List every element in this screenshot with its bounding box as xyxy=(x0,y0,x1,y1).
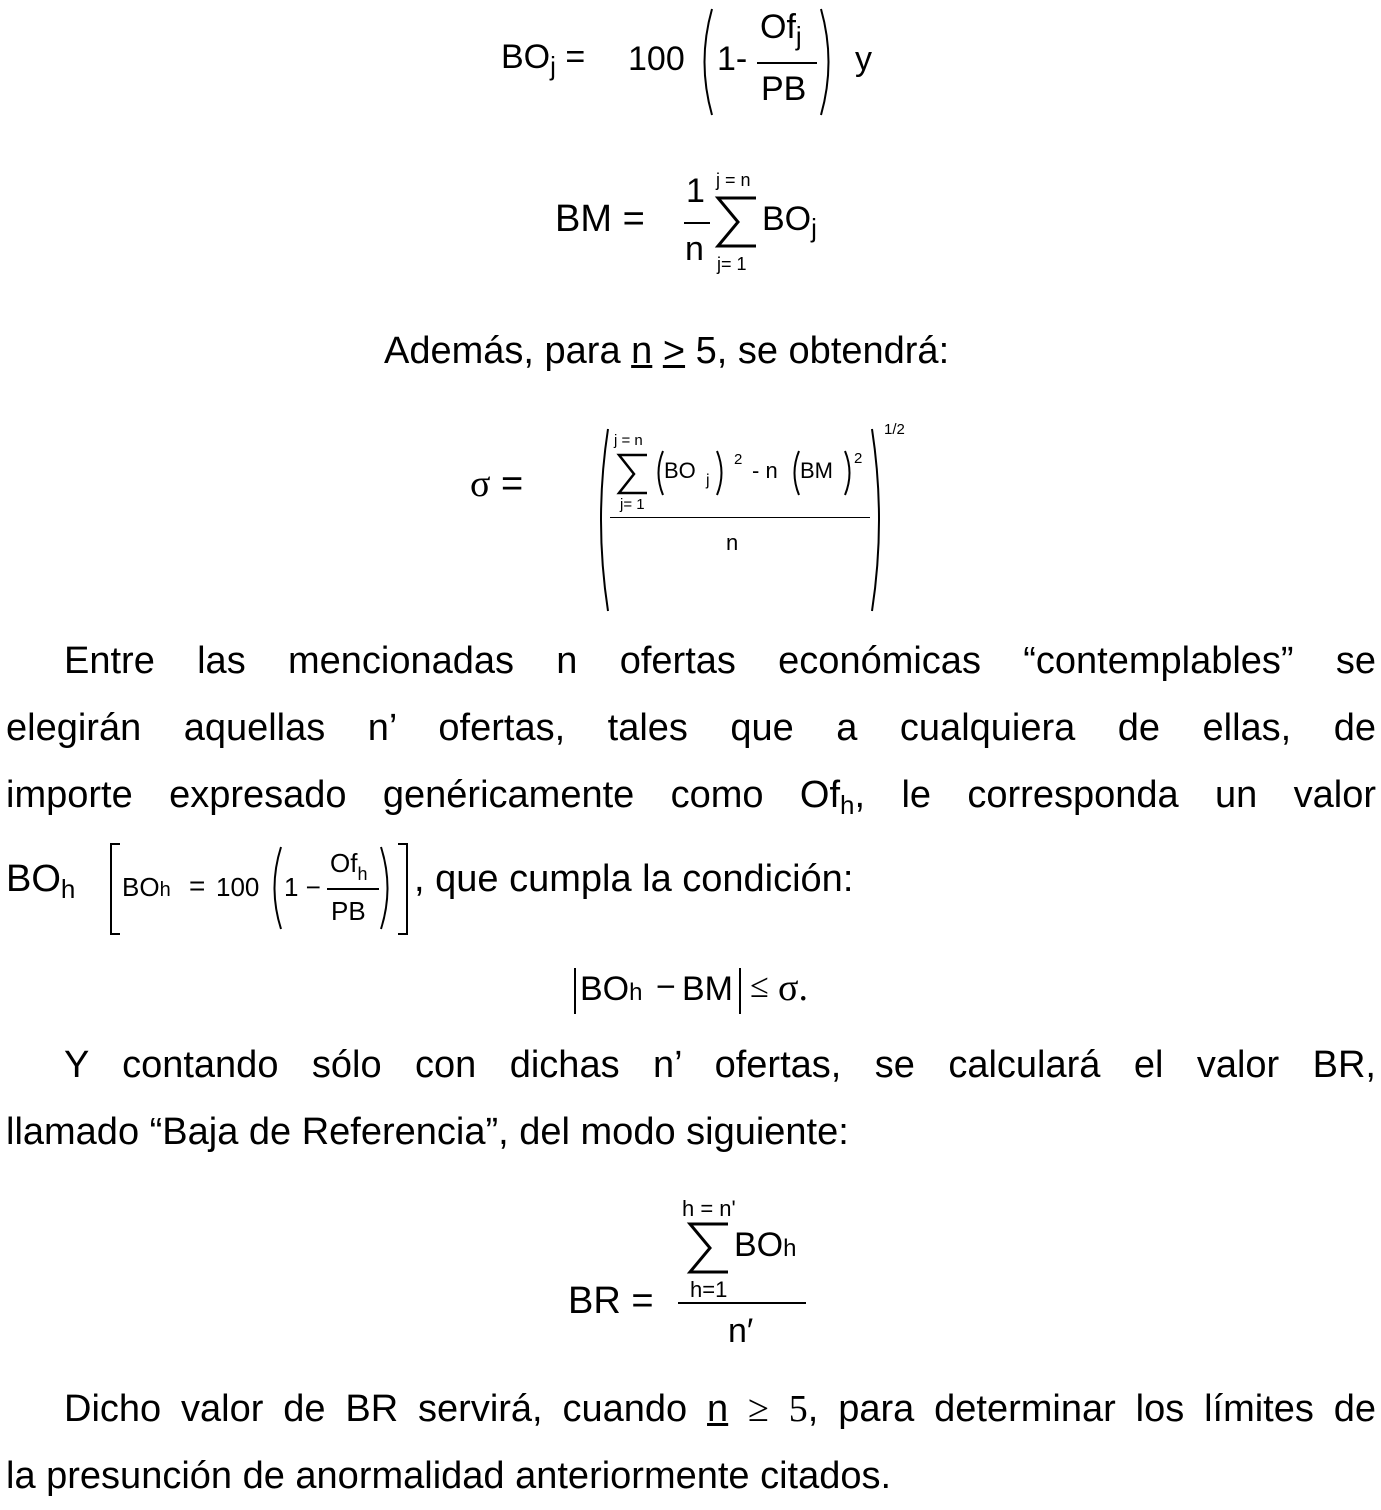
bm-upper: j = n xyxy=(716,170,751,190)
para3-n: n xyxy=(707,1388,729,1430)
bm-term-sub: j xyxy=(811,213,817,243)
inline-right-bracket xyxy=(396,842,410,936)
para3-line2: la presunción de anormalidad anteriormente citados. xyxy=(6,1455,892,1497)
ademas-geq: > xyxy=(662,330,686,372)
para3-geq: ≥ xyxy=(748,1388,769,1430)
inline-left-bracket xyxy=(108,842,122,936)
bm-fraction-bar xyxy=(684,222,710,224)
br-den: n′ xyxy=(728,1312,754,1350)
br-eq: = xyxy=(631,1280,654,1322)
bo-den: PB xyxy=(761,70,807,108)
para1-line3 xyxy=(6,762,1376,829)
condition-abs-left xyxy=(574,968,576,1014)
bo-num: Of xyxy=(760,8,796,46)
sigma-sq2: 2 xyxy=(854,450,863,467)
bo-hundred: 100 xyxy=(628,40,685,78)
para1-line4-bo: BO xyxy=(6,858,61,900)
para2-line1: Y contando sólo con dichas n’ ofertas, se calculará el valor BR, xyxy=(64,1044,1376,1086)
para3-five: 5 xyxy=(788,1388,808,1430)
condition-bo: BO xyxy=(580,970,630,1008)
sigma-bm: BM xyxy=(800,458,833,483)
condition-sigma: σ. xyxy=(778,967,808,1009)
bm-one: 1 xyxy=(686,172,705,210)
para1-line1: Entre las mencionadas n ofertas económicas “contemplables” se xyxy=(64,640,1376,682)
inline-bo-sub: h xyxy=(159,879,171,901)
inline-num-sub: h xyxy=(357,864,368,884)
bo-eq: = xyxy=(565,38,586,76)
br-term: BO xyxy=(734,1226,784,1264)
condition-abs-right xyxy=(739,968,741,1014)
bm-term: BO xyxy=(762,200,812,238)
inline-fraction-bar xyxy=(327,888,379,890)
condition-bm: BM xyxy=(682,970,733,1008)
para3-line1 xyxy=(6,1376,1376,1443)
br-upper: h = n' xyxy=(682,1196,736,1221)
ademas-suffix: 5, se obtendrá: xyxy=(695,330,950,372)
br-lhs: BR xyxy=(568,1280,621,1322)
inline-hundred: 100 xyxy=(216,872,260,902)
para1-line3-pre: importe expresado genéricamente como Of xyxy=(6,774,841,816)
br-term-sub: h xyxy=(783,1235,797,1262)
paragraph-3 xyxy=(6,1376,1376,1510)
bo-right-paren xyxy=(817,6,839,118)
para1-line2: elegirán aquellas n’ ofertas, tales que a cualquiera de ellas, de xyxy=(6,707,1376,749)
sigma-left-paren xyxy=(592,426,612,614)
bo-lhs: BO xyxy=(501,38,551,76)
inline-num: Of xyxy=(330,848,358,878)
para1-line3-sub: h xyxy=(840,790,855,820)
condition-leq: ≤ xyxy=(750,968,769,1005)
sigma-bo: BO xyxy=(664,458,696,483)
sigma-bo-sub: j xyxy=(706,472,710,489)
sigma-power: 1/2 xyxy=(884,421,905,438)
para2-line2: llamado “Baja de Referencia”, del modo siguiente: xyxy=(6,1111,849,1153)
paragraph-2 xyxy=(6,1032,1376,1166)
para1-line3-post: , le corresponda un valor xyxy=(854,774,1376,816)
br-fraction-bar xyxy=(678,1302,806,1304)
sigma-minus-n: - n xyxy=(752,458,778,483)
inline-den: PB xyxy=(331,896,366,926)
para3-line1-pre: Dicho valor de BR servirá, cuando xyxy=(64,1388,688,1430)
sigma-right-paren xyxy=(868,426,888,614)
sigma-upper: j = n xyxy=(614,432,643,449)
sigma-lower: j= 1 xyxy=(620,496,645,513)
paragraph-1 xyxy=(6,628,1376,829)
condition-minus: − xyxy=(656,968,676,1006)
sigma-bo-rparen xyxy=(714,448,728,498)
sigma-sum-icon xyxy=(616,452,650,496)
sigma-sq1: 2 xyxy=(734,451,743,468)
ademas-n: n xyxy=(631,330,653,372)
sigma-fraction-bar xyxy=(610,517,870,518)
bo-lhs-sub: j xyxy=(550,51,556,81)
para1-line4-sub: h xyxy=(60,874,76,904)
condition-sub: h xyxy=(629,979,643,1006)
sigma-eq: = xyxy=(501,463,524,505)
para1-line4-post: , que cumpla la condición: xyxy=(414,858,854,900)
sigma-symbol: σ xyxy=(470,463,491,505)
bo-one-minus: 1- xyxy=(717,40,748,78)
bm-lower: j= 1 xyxy=(717,254,747,274)
inline-one-minus: 1 − xyxy=(284,872,321,902)
br-sum-icon xyxy=(686,1220,732,1276)
bo-fraction-bar xyxy=(757,62,817,64)
bm-n: n xyxy=(685,230,704,268)
ademas-line xyxy=(384,330,949,373)
ademas-prefix: Además, para xyxy=(384,330,621,372)
bo-num-sub: j xyxy=(795,21,802,51)
sigma-den: n xyxy=(726,530,739,555)
inline-bo: BO xyxy=(122,872,160,902)
br-lower: h=1 xyxy=(690,1277,728,1302)
inline-right-paren xyxy=(378,844,396,932)
bo-tail: y xyxy=(855,40,872,78)
bm-sum-icon xyxy=(714,194,760,250)
inline-eq: = xyxy=(189,870,206,901)
bm-lhs: BM xyxy=(555,198,612,240)
para3-line1-post: , para determinar los límites de xyxy=(807,1388,1376,1430)
bo-left-paren xyxy=(694,6,716,118)
bm-eq: = xyxy=(622,198,645,240)
inline-left-paren xyxy=(266,844,284,932)
